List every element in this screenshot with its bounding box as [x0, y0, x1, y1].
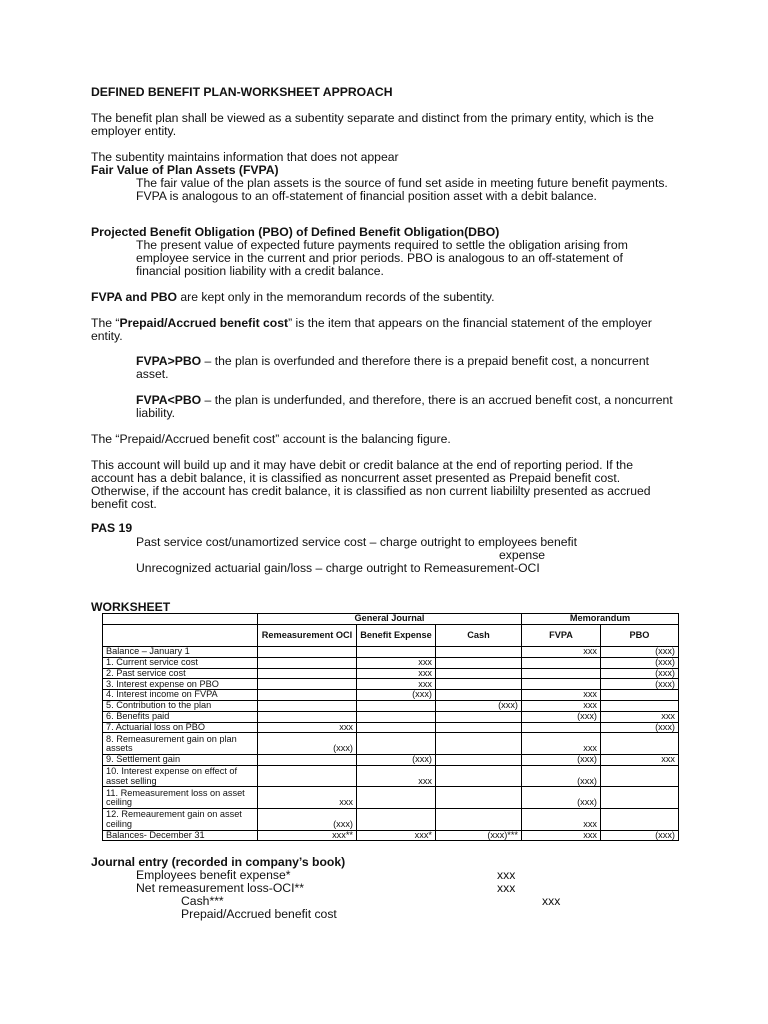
pas-line-1: Past service cost/unamortized service cost – charge outright to employees benefit	[136, 535, 577, 549]
cell-pbo	[601, 700, 679, 711]
intro-paragraph: The benefit plan shall be viewed as a subentity separate and distinct from the primary entity, which is the employer entity.	[91, 111, 654, 138]
row-label: 8. Remeasurement gain on plan assets	[103, 733, 258, 755]
pbo-heading: Projected Benefit Obligation (PBO) of Defined Benefit Obligation(DBO)	[91, 225, 500, 239]
table-row	[103, 657, 679, 668]
row-label: 10. Interest expense on effect of asset selling	[103, 765, 258, 787]
cell-pbo: (xxx)	[601, 679, 679, 690]
memo-rest: are kept only in the memorandum records of the subentity.	[177, 290, 495, 304]
worksheet-table	[102, 613, 679, 841]
cell-pbo	[601, 733, 679, 755]
cell-pbo: (xxx)	[601, 722, 679, 733]
cell-oci	[258, 765, 357, 787]
cell-fvpa: (xxx)	[522, 754, 601, 765]
header-blank	[103, 625, 258, 647]
row-label: 5. Contribution to the plan	[103, 700, 258, 711]
buildup-paragraph: This account will build up and it may have debit or credit balance at the end of reporting period. If the account has a debit balance, it is classified as noncurrent asset presented as Prepaid benefit cost. Otherwise, if the account has credit balance, it is classified as non current liabililty presented as accrued benefit cost.	[91, 458, 651, 511]
table-row	[103, 690, 679, 701]
cell-oci	[258, 754, 357, 765]
cell-fvpa	[522, 657, 601, 668]
cell-expense	[357, 787, 436, 809]
cell-expense	[357, 722, 436, 733]
pbo-text: The present value of expected future payments required to settle the obligation arising from employee service in the current and prior periods. PBO is analogous to an off-statement of financial position liability with a credit balance.	[136, 238, 628, 278]
cell-fvpa: xxx	[522, 830, 601, 841]
underfunded-bold: FVPA<PBO	[136, 393, 202, 407]
overfunded-rest: – the plan is overfunded and therefore there is a prepaid benefit cost, a noncurrent asset.	[136, 354, 649, 381]
table-row	[103, 808, 679, 830]
row-label: 3. Interest expense on PBO	[103, 679, 258, 690]
cell-expense: xxx*	[357, 830, 436, 841]
cell-expense: xxx	[357, 679, 436, 690]
cell-cash	[436, 754, 522, 765]
cell-oci	[258, 668, 357, 679]
journal-line-prepaid-label: Prepaid/Accrued benefit cost	[181, 907, 337, 921]
cell-fvpa	[522, 679, 601, 690]
table-row	[103, 668, 679, 679]
cell-cash	[436, 733, 522, 755]
overfunded-paragraph	[136, 355, 681, 381]
row-label: 12. Remeaurement gain on asset ceiling	[103, 808, 258, 830]
cell-expense: xxx	[357, 668, 436, 679]
col-header-oci: Remeasurement OCI	[258, 625, 357, 647]
balancing-text: The “Prepaid/Accrued benefit cost” account is the balancing figure.	[91, 432, 451, 446]
table-row	[103, 754, 679, 765]
table-row	[103, 733, 679, 755]
cell-pbo	[601, 765, 679, 787]
table-row	[103, 711, 679, 722]
row-label: 11. Remeasurement loss on asset ceiling	[103, 787, 258, 809]
row-label: Balance – January 1	[103, 647, 258, 658]
cell-oci: (xxx)	[258, 808, 357, 830]
col-header-pbo: PBO	[601, 625, 679, 647]
cell-oci	[258, 657, 357, 668]
cell-oci: (xxx)	[258, 733, 357, 755]
prepaid-paragraph	[91, 317, 671, 343]
cell-cash	[436, 679, 522, 690]
cell-cash: (xxx)***	[436, 830, 522, 841]
cell-expense: xxx	[357, 657, 436, 668]
cell-cash	[436, 787, 522, 809]
cell-oci	[258, 700, 357, 711]
prepaid-bold: Prepaid/Accrued benefit cost	[119, 316, 289, 330]
cell-cash	[436, 690, 522, 701]
cell-cash	[436, 647, 522, 658]
cell-pbo	[601, 808, 679, 830]
table-corner	[103, 614, 258, 625]
memo-paragraph	[91, 291, 495, 304]
cell-fvpa: (xxx)	[522, 711, 601, 722]
cell-oci: xxx	[258, 722, 357, 733]
cell-cash	[436, 765, 522, 787]
cell-oci	[258, 711, 357, 722]
cell-expense	[357, 733, 436, 755]
cell-fvpa: (xxx)	[522, 765, 601, 787]
cell-fvpa: xxx	[522, 808, 601, 830]
journal-line-cash-label: Cash***	[181, 894, 224, 908]
row-label: 1. Current service cost	[103, 657, 258, 668]
worksheet-heading: WORKSHEET	[91, 600, 171, 614]
table-row	[103, 647, 679, 658]
table-row	[103, 765, 679, 787]
cell-expense: (xxx)	[357, 690, 436, 701]
cell-expense	[357, 711, 436, 722]
pas-line-2: Unrecognized actuarial gain/loss – charge outright to Remeasurement-OCI	[136, 561, 540, 575]
fvpa-heading: Fair Value of Plan Assets (FVPA)	[91, 163, 279, 177]
cell-expense	[357, 700, 436, 711]
cell-cash	[436, 668, 522, 679]
journal-line-expense-amount: xxx	[497, 868, 516, 882]
cell-pbo: (xxx)	[601, 668, 679, 679]
cell-oci	[258, 647, 357, 658]
cell-fvpa: xxx	[522, 733, 601, 755]
journal-heading: Journal entry (recorded in company’s book)	[91, 855, 346, 869]
cell-pbo: (xxx)	[601, 647, 679, 658]
cell-oci: xxx	[258, 787, 357, 809]
table-row	[103, 722, 679, 733]
cell-cash	[436, 711, 522, 722]
cell-fvpa	[522, 722, 601, 733]
table-row	[103, 700, 679, 711]
cell-fvpa: xxx	[522, 700, 601, 711]
row-label: 2. Past service cost	[103, 668, 258, 679]
cell-oci	[258, 679, 357, 690]
group-header-memorandum: Memorandum	[522, 614, 679, 625]
group-header-general-journal: General Journal	[258, 614, 522, 625]
prepaid-post: ” is the item that appears on the financial statement of the employer entity.	[91, 316, 652, 343]
cell-fvpa: xxx	[522, 647, 601, 658]
cell-pbo: (xxx)	[601, 657, 679, 668]
table-row	[103, 679, 679, 690]
row-label: 9. Settlement gain	[103, 754, 258, 765]
overfunded-bold: FVPA>PBO	[136, 354, 202, 368]
cell-oci: xxx**	[258, 830, 357, 841]
pas-line-1b: expense	[499, 548, 546, 562]
cell-expense	[357, 647, 436, 658]
cell-cash	[436, 657, 522, 668]
cell-expense: xxx	[357, 765, 436, 787]
pas-heading: PAS 19	[91, 521, 133, 535]
cell-pbo: (xxx)	[601, 830, 679, 841]
row-label: 7. Actuarial loss on PBO	[103, 722, 258, 733]
journal-line-oci-label: Net remeasurement loss-OCI**	[136, 881, 304, 895]
fvpa-text: The fair value of the plan assets is the source of fund set aside in meeting future benefit payments. FVPA is analogous to an off-statement of financial position asset with a debit balance.	[136, 176, 668, 203]
cell-pbo	[601, 787, 679, 809]
cell-fvpa	[522, 668, 601, 679]
cell-expense	[357, 808, 436, 830]
row-label: 6. Benefits paid	[103, 711, 258, 722]
cell-oci	[258, 690, 357, 701]
col-header-expense: Benefit Expense	[357, 625, 436, 647]
worksheet-body	[103, 647, 679, 841]
journal-line-oci-amount: xxx	[497, 881, 516, 895]
cell-cash: (xxx)	[436, 700, 522, 711]
cell-pbo: xxx	[601, 711, 679, 722]
cell-expense: (xxx)	[357, 754, 436, 765]
prepaid-pre: The “	[91, 316, 120, 330]
cell-cash	[436, 722, 522, 733]
memo-bold: FVPA and PBO	[91, 290, 177, 304]
cell-fvpa: (xxx)	[522, 787, 601, 809]
col-header-fvpa: FVPA	[522, 625, 601, 647]
page-title: DEFINED BENEFIT PLAN-WORKSHEET APPROACH	[91, 85, 393, 99]
cell-fvpa: xxx	[522, 690, 601, 701]
row-label: Balances- December 31	[103, 830, 258, 841]
cell-cash	[436, 808, 522, 830]
subentity-text: The subentity maintains information that does not appear	[91, 150, 399, 164]
underfunded-rest: – the plan is underfunded, and therefore, there is an accrued benefit cost, a noncurrent liability.	[136, 393, 673, 420]
journal-line-expense-label: Employees benefit expense*	[136, 868, 291, 882]
journal-line-cash-amount: xxx	[542, 894, 561, 908]
cell-pbo: xxx	[601, 754, 679, 765]
row-label: 4. Interest income on FVPA	[103, 690, 258, 701]
col-header-cash: Cash	[436, 625, 522, 647]
table-row	[103, 830, 679, 841]
table-row	[103, 787, 679, 809]
underfunded-paragraph	[136, 394, 681, 420]
cell-pbo	[601, 690, 679, 701]
